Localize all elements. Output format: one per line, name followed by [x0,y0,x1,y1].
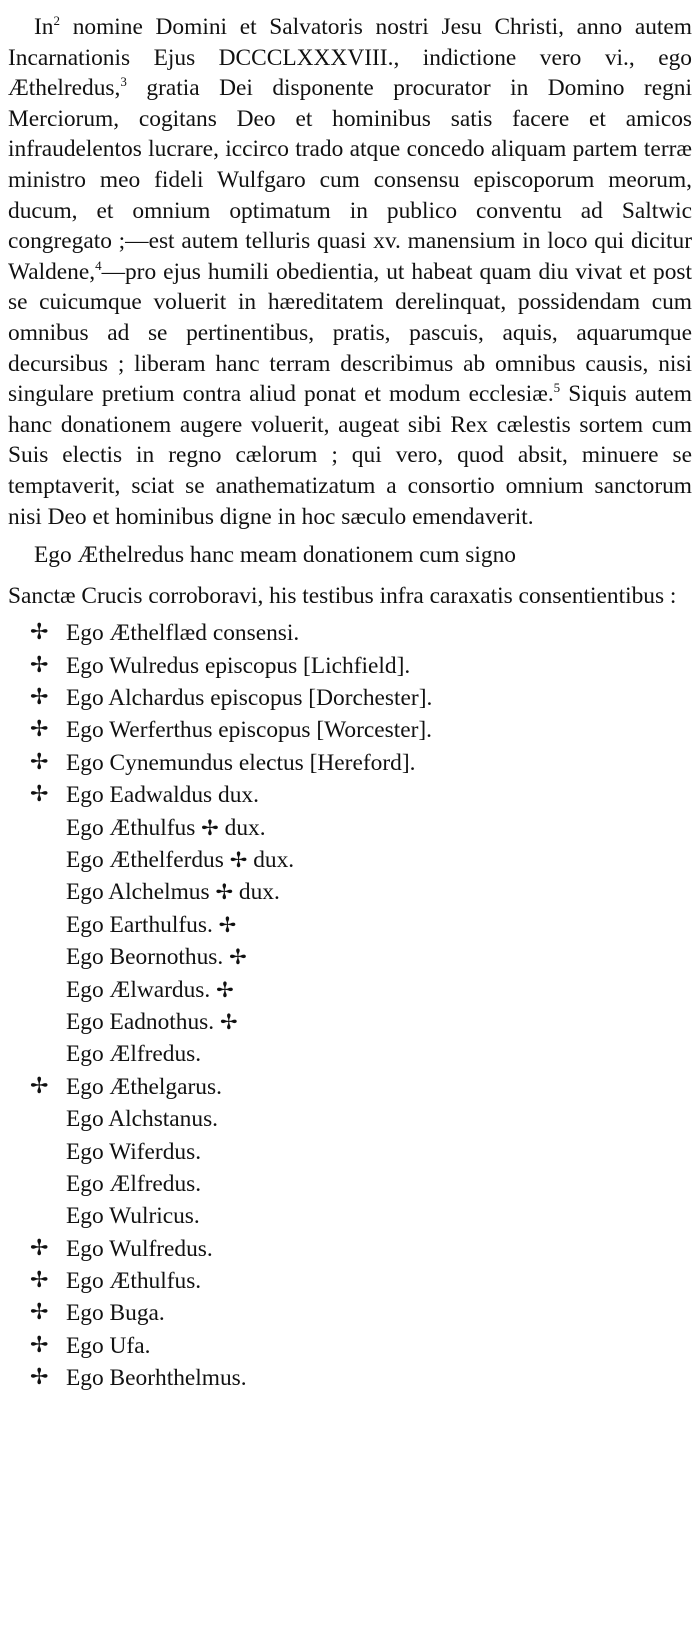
witness-text [66,941,247,973]
witness-entry [8,844,692,876]
cross-icon: ✢ [30,749,49,775]
witness-title: dux. [238,879,280,906]
body-text-segment: nomine Domini et Salvatoris nostri Jesu Christi, anno autem Incarnationis Ejus [8,14,692,71]
witness-entry [8,1297,692,1329]
witness-entry [8,1071,692,1103]
witness-entry [8,1006,692,1038]
cross-icon: ✢ [30,685,49,711]
witness-entry [8,974,692,1006]
regnal-year-text: DCCCLXXXVIII. [218,44,394,71]
witness-entry [8,1168,692,1200]
witness-name: Ego Ufa. [66,1332,151,1359]
witness-entry [8,1136,692,1168]
cross-icon: ✢ [30,1365,49,1391]
footnote-marker: 5 [553,380,561,396]
witness-name: Ego Æthulfus [66,814,196,841]
body-text-segment: In [34,14,54,40]
cross-icon: ✢ [30,1073,49,1099]
footnote-marker: 4 [95,257,102,273]
witness-name: Ego Alchstanus. [66,1106,219,1133]
witness-text [66,1038,201,1070]
cross-icon: ✢ [30,1268,49,1294]
witness-text [66,1006,238,1038]
witness-text [66,779,259,811]
witness-text [66,714,432,746]
witness-entry [8,909,692,941]
cross-icon: ✢ [30,1235,49,1261]
cross-icon: ✢ [30,1300,49,1326]
witness-text [66,812,266,844]
witness-text [66,844,294,876]
witness-text [66,1362,247,1394]
witness-entry [8,1362,692,1394]
witness-entry [8,1038,692,1070]
body-text-segment: gratia Dei disponente procurator in Domino regni Merciorum, cogitans Deo et hominibus satis facere et amicos infraudelentos lucrare, iccirco trado atque concedo aliquam partem terræ ministro meo fideli Wulfgaro cum consensu episcoporum meorum, ducum, et omnium optimatum in publico conventu ad Saltwic congregato ;—est autem telluris quasi xv. manensium in loco qui dicitur Waldene, [8,75,692,285]
cross-icon: ✢ [30,782,49,808]
witness-name: Ego Wulfredus. [66,1235,213,1262]
cross-icon: ✢ [216,977,234,1002]
witness-entry [8,812,692,844]
cross-icon: ✢ [201,815,219,840]
witness-name: Ego Beorhthelmus. [66,1365,247,1392]
witness-entry [8,876,692,908]
witness-entry [8,1103,692,1135]
witness-text [66,1071,222,1103]
witness-entry [8,650,692,682]
cross-icon: ✢ [219,1009,238,1034]
witness-entry [8,682,692,714]
witness-text [66,1330,150,1362]
witness-entry [8,941,692,973]
witness-entry [8,1330,692,1362]
witness-name: Ego Ælwardus. [66,976,211,1003]
witness-name: Ego Alchardus episcopus [Dorchester]. [66,685,433,712]
witness-text [66,876,280,908]
witness-name: Ego Æthelgarus. [66,1073,222,1100]
witness-title: dux. [253,847,295,874]
witness-text [66,1265,201,1297]
witness-entry [8,1200,692,1232]
cross-icon: ✢ [30,717,49,743]
witness-name: Ego Buga. [66,1300,165,1327]
body-text-segment: —pro ejus humili obedientia, ut habeat quam diu vivat et post se cuicumque voluerit in hæreditatem derelinquat, possidendam cum omnibus ad se pertinentibus, pratis, pascuis, aquis, aquarumque decursibus ; liberam hanc terram describimus ab omnibus causis, nisi singulare pretium contra aliud ponat et modum ecclesiæ. [8,258,692,408]
witness-text [66,1103,218,1135]
witness-text [66,1168,201,1200]
witness-entry [8,617,692,649]
witness-name: Ego Cynemundus electus [Hereford]. [66,749,416,776]
witness-name: Ego Wiferdus. [66,1138,202,1165]
witness-text [66,650,410,682]
witness-name: Ego Earthulfus. [66,911,213,938]
witness-name: Ego Æthulfus. [66,1268,202,1295]
footnote-marker: 3 [120,74,127,90]
witness-list [8,617,692,1394]
witness-text [66,1136,201,1168]
cross-icon: ✢ [229,848,248,873]
cross-icon: ✢ [30,652,49,678]
witness-text [66,747,415,779]
witness-entry [8,747,692,779]
cross-icon: ✢ [229,945,247,970]
attestation-line: Ego Æthelredus hanc meam donationem cum signo [34,542,516,569]
witness-name: Ego Eadnothus. [66,1008,215,1035]
witness-text [66,974,234,1006]
attestation-continuation: Sanctæ Crucis corroboravi, his testibus infra caraxatis consentientibus : [8,582,677,609]
charter-page [8,12,692,1395]
witness-text [66,617,299,649]
body-text-segment: , indictione vero vi., ego Æthelredus, [8,44,692,102]
witness-title: dux. [224,814,266,841]
witness-text [66,1233,213,1265]
cross-icon: ✢ [215,880,234,905]
witness-text [66,1297,165,1329]
witness-name: Ego Werferthus episcopus [Worcester]. [66,717,433,744]
cross-icon: ✢ [30,620,49,646]
witness-name: Ego Ælfredus. [66,1170,202,1197]
witness-name: Ego Beornothus. [66,944,224,971]
cross-icon: ✢ [218,912,237,937]
witness-entry [8,779,692,811]
witness-text [66,909,236,941]
witness-name: Ego Eadwaldus dux. [66,782,259,809]
witness-name: Ego Æthelferdus [66,847,224,874]
witness-text [66,1200,200,1232]
witness-text [66,682,432,714]
witness-entry [8,1265,692,1297]
witness-name: Ego Wulredus episcopus [Lichfield]. [66,652,411,679]
cross-icon: ✢ [30,1332,49,1358]
witness-entry [8,714,692,746]
witness-name: Ego Ælfredus. [66,1041,202,1068]
witness-entry [8,1233,692,1265]
footnote-marker: 2 [53,13,60,28]
witness-name: Ego Wulricus. [66,1203,200,1230]
witness-name: Ego Alchelmus [66,879,210,906]
witness-name: Ego Æthelflæd consensi. [66,620,300,647]
body-text-segment: Siquis autem hanc donationem augere voluerit, augeat sibi Rex cælestis sortem cum Suis electis in regno cælorum ; qui vero, quod absit, minuere se temptaverit, sciat se anathematizatum a consortio omnium sanctorum nisi Deo et hominibus digne in hoc sæculo emendaverit. [8,381,692,530]
charter-body-paragraph [8,12,692,532]
